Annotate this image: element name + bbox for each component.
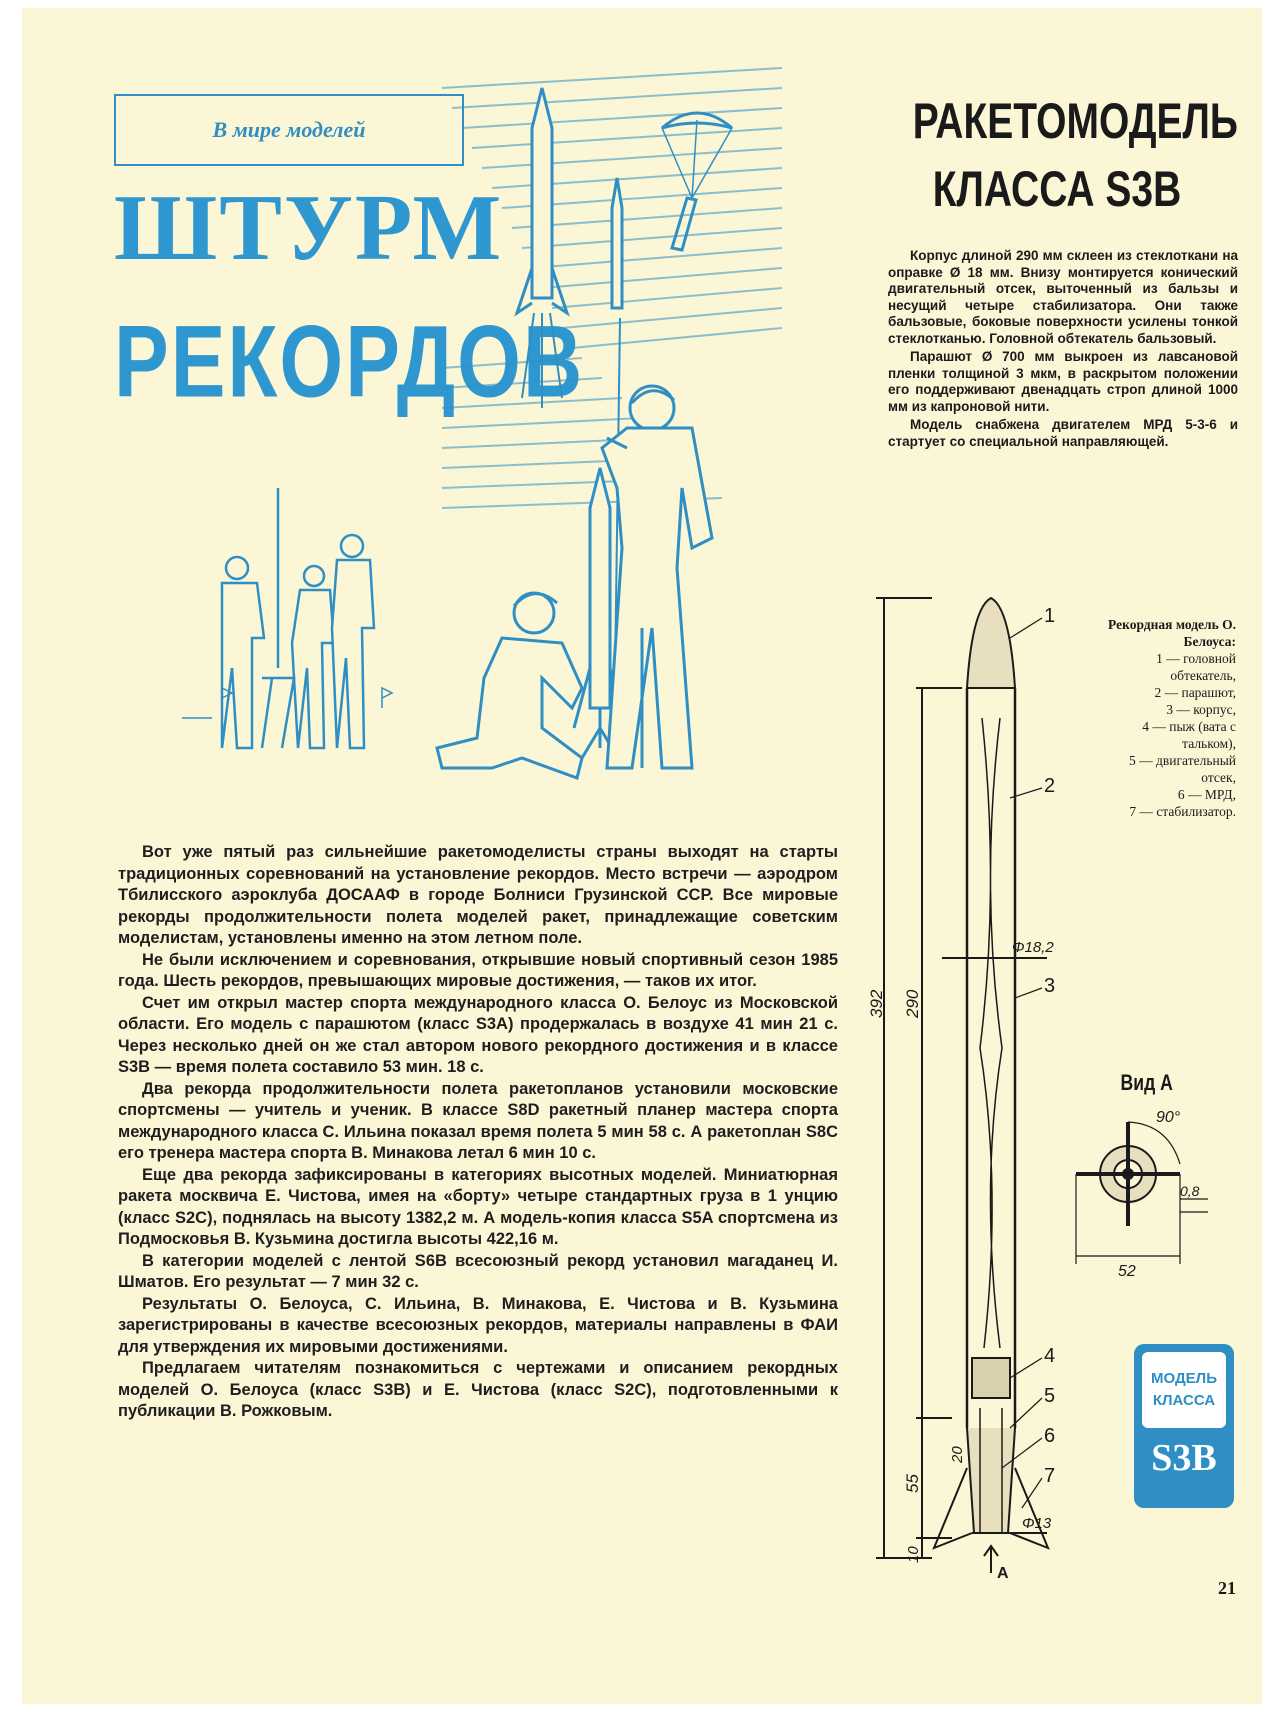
body-tube — [967, 688, 1015, 1428]
view-span: 52 — [1118, 1263, 1136, 1280]
kneeling-boy — [437, 593, 582, 778]
dim-diam-base: Φ13 — [1022, 1515, 1052, 1532]
headline-line-2: РЕКОРДОВ — [114, 305, 585, 419]
view-angle: 90° — [1156, 1109, 1181, 1126]
badge-class: S3B — [1151, 1437, 1217, 1479]
spec-text — [888, 248, 1238, 452]
right-title-line-1: РАКЕТОМОДЕЛЬ — [912, 93, 1238, 149]
magazine-page — [22, 8, 1262, 1704]
spec-paragraph: Корпус длиной 290 мм склеен из стеклоткани на оправке Ø 18 мм. Внизу монтируется конический двигательный отсек, выточенный из бальзы и несущий четыре стабилизатора. Они также бальзовые, боковые поверхности усилены тонкой стеклотканью. Головной обтекатель бальзовый. — [888, 248, 1238, 346]
dim-lower: 55 — [903, 1474, 922, 1493]
badge-label-box — [1142, 1352, 1226, 1428]
body-paragraph: Результаты О. Белоуса, С. Ильина, В. Минакова, Е. Чистова и В. Кузьмина зарегистрированы в качестве всесоюзных рекордов, материалы направлены в ФАИ для утверждения их мировыми достижениями. — [118, 1294, 838, 1356]
legend-item: 5 — двигательный отсек, — [1129, 753, 1236, 785]
badge-line-1: МОДЕЛЬ — [1151, 1370, 1217, 1387]
body-paragraph: Еще два рекорда зафиксированы в категориях высотных моделей. Миниатюрная ракета москвича Е. Чистова, имея на «борту» четыре стандартных груза в 1 унцию (класс S2C), поднялась на высоту 1382,2 м. А модель-копия класса S5A спортсмена из Подмосковья В. Кузьмина достигла высоты 422,16 м. — [118, 1165, 838, 1248]
right-title-line-2: КЛАССА S3B — [932, 161, 1182, 217]
view-a-label: A — [997, 1565, 1009, 1582]
dim-total: 392 — [867, 989, 886, 1018]
legend-item: 1 — головной обтекатель, — [1156, 651, 1236, 683]
dim-engine: 20 — [949, 1446, 966, 1463]
article-body — [118, 842, 838, 1423]
folded-parachute — [980, 718, 1002, 1348]
callout-1: 1 — [1044, 605, 1056, 627]
legend-item: 4 — пыж (вата с тальком), — [1142, 719, 1236, 751]
body-paragraph: Два рекорда продолжительности полета ракетопланов установили московские спортсмены — учитель и ученик. В классе S8D ракетный планер мастера спорта международного класса С. Ильина показал время полета 5 мин 58 с. А ракетоплан S8C его тренера мастера спорта В. Минакова летал 6 мин 10 с. — [118, 1079, 838, 1162]
second-rocket — [612, 178, 622, 308]
body-paragraph: Предлагаем читателям познакомиться с чертежами и описанием рекордных моделей О. Белоуса (класс S3B) и Е. Чистова (класс S2C), подготовленными к публикации В. Рожковым. — [118, 1359, 838, 1420]
class-badge — [1134, 1344, 1234, 1508]
spec-paragraph: Парашют Ø 700 мм выкроен из лавсановой пленки толщиной 3 мкм, в раскрытом положении его поддерживают двенадцать строп длиной 1000 мм из капроновой нити. — [888, 349, 1238, 414]
wadding — [972, 1358, 1010, 1398]
callout-2: 2 — [1044, 775, 1056, 797]
body-paragraph: Вот уже пятый раз сильнейшие ракетомоделисты страны выходят на старты традиционных соревнований на установление рекордов. Место встречи — аэродром Тбилисского аэроклуба ДОСААФ в городе Болниси Грузинской ССР. Все мировые рекорды продолжительности полета моделей ракет, принадлежащие советским моделистам, установлены именно на этом летном поле. — [118, 843, 838, 947]
body-paragraph: Счет им открыл мастер спорта международного класса О. Белоус из Московской области. Его модель с парашютом (класс S3A) продержалась в воздухе 41 мин 21 с. Через несколько дней он же стал автором нового рекордного достижения и в классе S3B — время полета составило 53 мин. 18 с. — [118, 993, 838, 1076]
callout-7: 7 — [1044, 1465, 1056, 1487]
dim-line-total — [876, 598, 932, 1558]
badge-line-2: КЛАССА — [1152, 1392, 1216, 1409]
legend-title: Рекордная модель О. Белоуса: — [1108, 617, 1236, 649]
background-people — [182, 488, 392, 748]
spec-paragraph: Модель снабжена двигателем МРД 5-3-6 и стартует со специальной направляющей. — [888, 417, 1238, 449]
dim-bottom: 10 — [905, 1546, 922, 1563]
rubric-label: В мире моделей — [212, 117, 366, 142]
view-a-title: Вид А — [1120, 1070, 1173, 1095]
dim-body: 290 — [903, 989, 922, 1018]
callout-4: 4 — [1044, 1345, 1056, 1367]
standing-boy — [602, 386, 712, 768]
legend-item: 2 — парашют, — [1154, 685, 1236, 700]
rocket-launch-illustration — [222, 68, 842, 838]
dim-diam-body: Φ18,2 — [1012, 939, 1054, 956]
motor-section — [967, 1428, 1015, 1533]
view-a-arrow — [984, 1546, 998, 1573]
legend-item: 7 — стабилизатор. — [1129, 804, 1236, 819]
callout-3: 3 — [1044, 975, 1056, 997]
callout-6: 6 — [1044, 1425, 1056, 1447]
legend-item: 6 — МРД, — [1177, 787, 1236, 802]
dim-line-body — [916, 688, 962, 1418]
nose-cone — [967, 598, 1015, 688]
callout-5: 5 — [1044, 1385, 1056, 1407]
legend-item: 3 — корпус, — [1166, 702, 1236, 717]
body-paragraph: Не были исключением и соревнования, открывшие новый спортивный сезон 1985 года. Шесть рекордов, превышающих мировые достижения, — таков их итог. — [118, 950, 838, 990]
page-number: 21 — [1218, 1578, 1236, 1598]
view-thickness: 0,8 — [1180, 1183, 1200, 1199]
body-paragraph: В категории моделей с лентой S6B всесоюзный рекорд установил магаданец И. Шматов. Его результат — 7 мин 32 с. — [118, 1251, 838, 1291]
drawing-legend — [1092, 616, 1236, 820]
headline-line-1: ШТУРМ — [114, 176, 504, 280]
view-a-detail — [1058, 1104, 1218, 1304]
